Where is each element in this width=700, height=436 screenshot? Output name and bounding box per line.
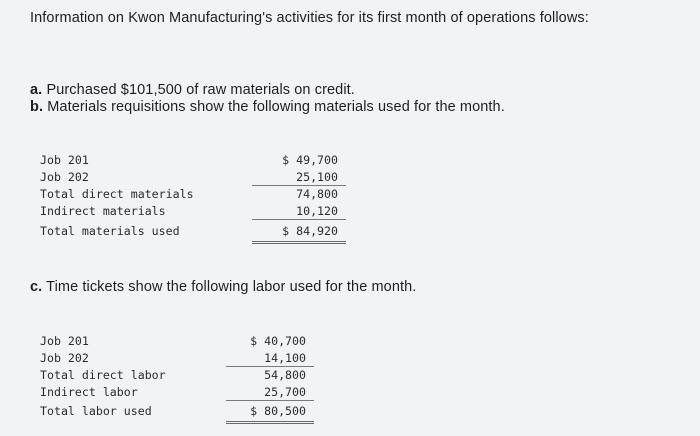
total-rule [226, 400, 314, 401]
table-row-label: Indirect materials [40, 204, 166, 218]
item-a-text: Purchased $101,500 of raw materials on credit. [46, 82, 355, 98]
table-row-amount: $ 84,920 [282, 224, 338, 238]
table-row-amount: 14,100 [264, 351, 306, 365]
table-row-amount: $ 40,700 [250, 334, 306, 348]
item-c-marker: c. [30, 279, 43, 295]
table-row-amount: $ 80,500 [250, 404, 306, 418]
item-b-marker: b. [30, 99, 44, 115]
intro-text: Information on Kwon Manufacturing's activities for its first month of operations follows: [30, 10, 589, 26]
grand-total-double-rule [226, 421, 314, 424]
item-b-text: Materials requisitions show the following materials used for the month. [47, 99, 505, 115]
subtotal-rule [226, 366, 314, 367]
table-row-label: Total direct labor [40, 368, 166, 382]
table-row-label: Job 202 [40, 170, 89, 184]
table-row-label: Indirect labor [40, 385, 138, 399]
total-rule [252, 219, 346, 220]
table-row-label: Total labor used [40, 404, 152, 418]
table-row-amount: 54,800 [264, 368, 306, 382]
table-row-amount: 25,100 [296, 170, 338, 184]
table-row-amount: 74,800 [296, 187, 338, 201]
table-row-label: Job 201 [40, 334, 89, 348]
table-row-label: Total materials used [40, 224, 180, 238]
table-row-label: Job 201 [40, 153, 89, 167]
table-row-amount: 25,700 [264, 385, 306, 399]
table-row-label: Job 202 [40, 351, 89, 365]
table-row-amount: 10,120 [296, 204, 338, 218]
grand-total-double-rule [252, 241, 346, 244]
table-row-label: Total direct materials [40, 187, 194, 201]
item-b [30, 99, 505, 115]
item-c-text: Time tickets show the following labor used for the month. [46, 279, 417, 295]
subtotal-rule [252, 185, 346, 186]
table-row-amount: $ 49,700 [282, 153, 338, 167]
item-c [30, 279, 416, 295]
item-a-marker: a. [30, 82, 43, 98]
item-a [30, 82, 355, 98]
